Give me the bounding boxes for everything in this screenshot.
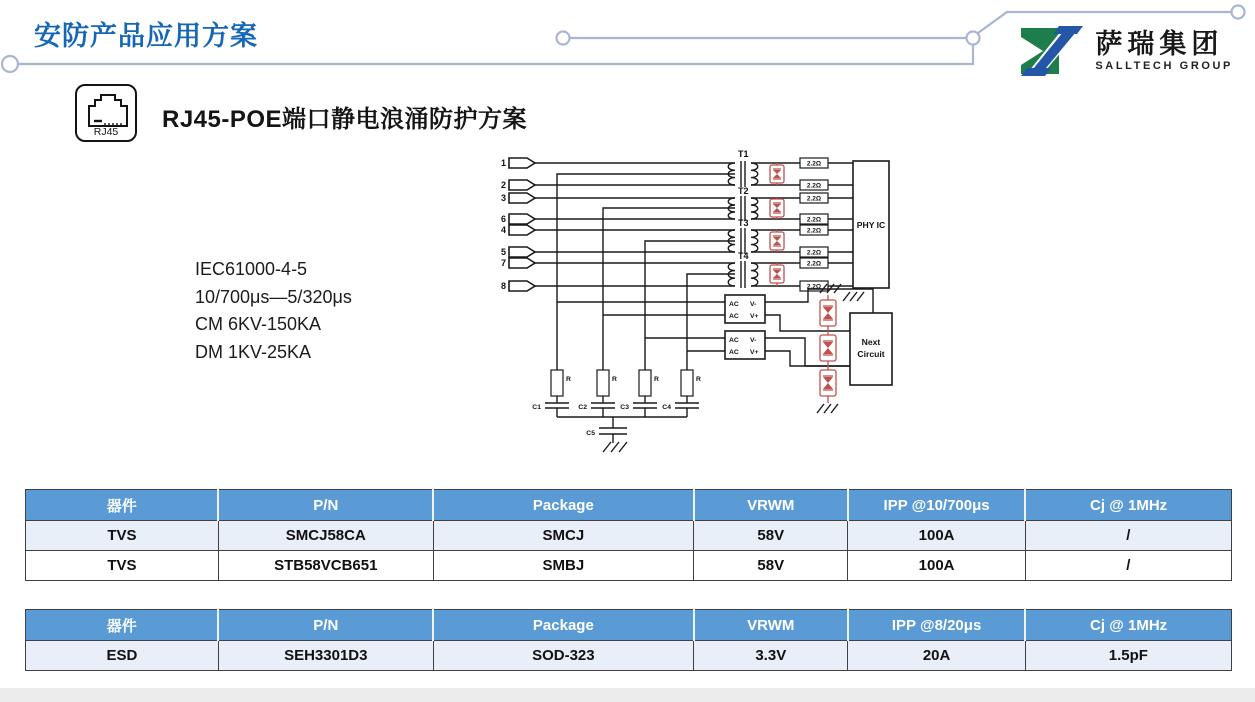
svg-text:C1: C1 (532, 404, 541, 411)
transformer-t2 (728, 186, 800, 221)
esd-diode-symbols (770, 163, 784, 286)
cell: / (1025, 551, 1231, 581)
col-header: P/N (218, 610, 433, 641)
cell: TVS (26, 521, 219, 551)
pin-label: 2 (500, 180, 506, 190)
bridge-rectifier-2 (645, 331, 765, 359)
cell: SMCJ58CA (218, 521, 433, 551)
spec-line: 10/700μs—5/320μs (195, 286, 352, 307)
svg-text:R: R (566, 376, 571, 383)
esd-spec-table (25, 609, 1232, 671)
spec-line: DM 1KV-25KA (195, 341, 312, 362)
cell: 1.5pF (1025, 641, 1231, 671)
svg-text:2.2Ω: 2.2Ω (806, 260, 822, 268)
cell: SOD-323 (433, 641, 693, 671)
surge-spec-text (195, 256, 352, 366)
svg-text:AC: AC (729, 337, 739, 344)
cell: 100A (848, 551, 1025, 581)
svg-text:V+: V+ (750, 313, 759, 320)
salltech-logo-icon (1019, 22, 1085, 80)
col-header: Cj @ 1MHz (1025, 490, 1231, 521)
logo-en-text: SALLTECH GROUP (1095, 60, 1233, 73)
pin-label: 4 (500, 225, 506, 235)
col-header: VRWM (694, 490, 848, 521)
spec-line: CM 6KV-150KA (195, 314, 322, 334)
cell: 20A (848, 641, 1025, 671)
svg-text:V+: V+ (750, 349, 759, 356)
tvs-chain (817, 284, 841, 413)
cell: 58V (694, 521, 848, 551)
col-header: 器件 (26, 490, 219, 521)
svg-text:C4: C4 (662, 404, 671, 411)
cell: SMBJ (433, 551, 693, 581)
logo-cn-text: 萨瑞集团 (1095, 28, 1224, 59)
svg-text:2.2Ω: 2.2Ω (806, 182, 822, 190)
svg-text:2.2Ω: 2.2Ω (806, 227, 822, 235)
cell: ESD (26, 641, 219, 671)
pin-label: 3 (500, 193, 506, 203)
transformer-t1 (728, 149, 800, 187)
svg-text:AC: AC (729, 349, 739, 356)
table-header-row (26, 610, 1232, 641)
company-logo (1019, 22, 1233, 80)
svg-text:V-: V- (750, 301, 757, 308)
cell: 100A (848, 521, 1025, 551)
svg-text:AC: AC (729, 313, 739, 320)
rj45-icon-label: RJ45 (93, 126, 119, 138)
tvs-spec-table (25, 489, 1232, 581)
col-header: 器件 (26, 610, 219, 641)
next-circuit-label: Next (861, 337, 881, 347)
bottom-strip (0, 688, 1255, 702)
col-header: VRWM (694, 610, 848, 641)
cell: SEH3301D3 (218, 641, 433, 671)
pin-label: 6 (500, 214, 506, 224)
cell: 58V (694, 551, 848, 581)
col-header: P/N (218, 490, 433, 521)
rj45-icon (75, 84, 137, 142)
pin-label: 1 (500, 158, 506, 168)
svg-text:R: R (654, 376, 659, 383)
bridge-rectifier-1 (557, 295, 765, 323)
svg-text:2.2Ω: 2.2Ω (806, 216, 822, 224)
spec-line: IEC61000-4-5 (195, 259, 308, 279)
cell: STB58VCB651 (218, 551, 433, 581)
pin-label: 5 (500, 247, 506, 257)
svg-text:C5: C5 (586, 430, 595, 437)
phy-ic-label: PHY IC (856, 220, 886, 230)
svg-text:T4: T4 (738, 251, 749, 261)
svg-text:2.2Ω: 2.2Ω (806, 195, 822, 203)
cell: 3.3V (694, 641, 848, 671)
pin-label: 7 (500, 258, 506, 268)
cell: TVS (26, 551, 219, 581)
svg-text:AC: AC (729, 301, 739, 308)
svg-text:T1: T1 (738, 149, 749, 159)
protection-circuit-diagram (495, 145, 907, 477)
series-resistors (800, 158, 853, 291)
cell: / (1025, 521, 1231, 551)
transformer-t4 (728, 251, 800, 288)
svg-text:2.2Ω: 2.2Ω (806, 249, 822, 257)
ground-under-phy (843, 292, 864, 301)
col-header: IPP @8/20μs (848, 610, 1025, 641)
table-row (26, 641, 1232, 671)
transformer-t3 (728, 218, 800, 254)
svg-text:T2: T2 (738, 186, 749, 196)
page-title: 安防产品应用方案 (34, 21, 258, 51)
pin-connectors (509, 158, 735, 291)
col-header: Cj @ 1MHz (1025, 610, 1231, 641)
pin-label: 8 (500, 281, 506, 291)
svg-text:2.2Ω: 2.2Ω (806, 283, 822, 291)
svg-text:V-: V- (750, 337, 757, 344)
svg-text:2.2Ω: 2.2Ω (806, 160, 822, 168)
rc-network (532, 370, 701, 452)
col-header: Package (433, 610, 693, 641)
next-circuit-label: Circuit (857, 349, 885, 359)
cell: SMCJ (433, 521, 693, 551)
svg-text:T3: T3 (738, 218, 749, 228)
svg-text:C3: C3 (620, 404, 629, 411)
svg-text:R: R (612, 376, 617, 383)
table-header-row (26, 490, 1232, 521)
col-header: Package (433, 490, 693, 521)
col-header: IPP @10/700μs (848, 490, 1025, 521)
section-title: RJ45-POE端口静电浪涌防护方案 (162, 106, 528, 133)
svg-text:C2: C2 (578, 404, 587, 411)
table-row (26, 551, 1232, 581)
table-row (26, 521, 1232, 551)
svg-text:R: R (696, 376, 701, 383)
center-tap-wires (557, 174, 735, 370)
